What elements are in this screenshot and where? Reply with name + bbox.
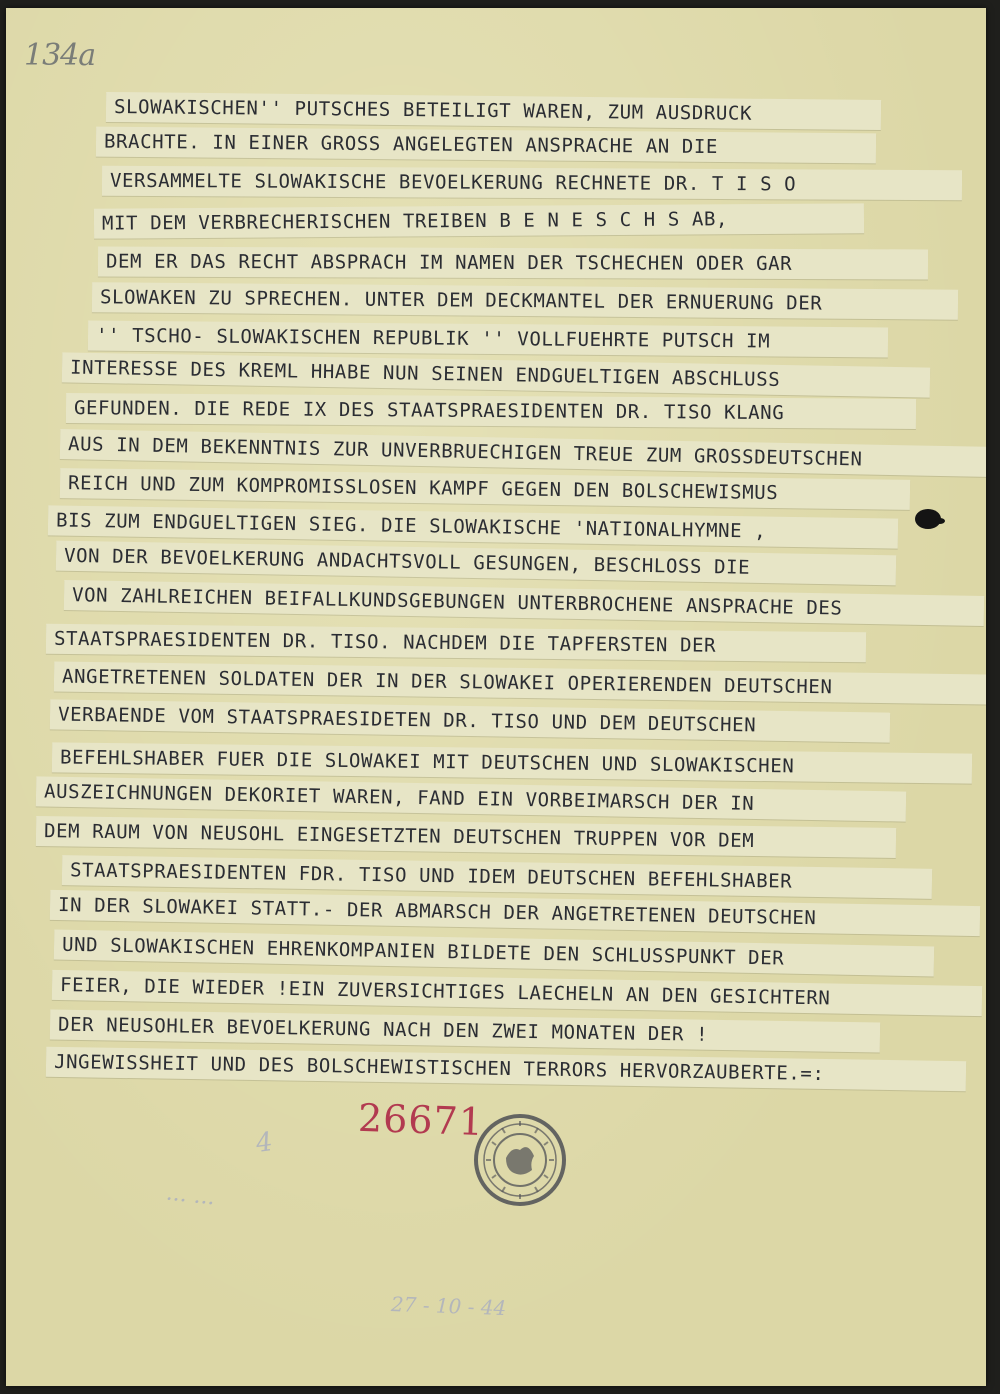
text-line: ANGETRETENEN SOLDATEN DER IN DER SLOWAKEI OPERIERENDEN DEUTSCHEN <box>54 661 986 704</box>
text-line: SLOWAKISCHEN'' PUTSCHES BETEILIGT WAREN, ZUM AUSDRUCK <box>106 92 881 130</box>
text-line: VON ZAHLREICHEN BEIFALLKUNDSGEBUNGEN UNTERBROCHENE ANSPRACHE DES <box>64 580 984 626</box>
text-line: VERBAENDE VOM STAATSPRAESIDETEN DR. TISO UND DEM DEUTSCHEN <box>50 699 890 742</box>
text-line: MIT DEM VERBRECHERISCHEN TREIBEN B E N E S C H S AB, <box>94 203 864 238</box>
folio-number: 134a <box>24 38 96 73</box>
text-line: JNGEWISSHEIT UND DES BOLSCHEWISTISCHEN TERRORS HERVORZAUBERTE.=: <box>46 1047 966 1091</box>
circular-seal <box>472 1112 568 1208</box>
text-line: VON DER BEVOELKERUNG ANDACHTSVOLL GESUNGEN, BESCHLOSS DIE <box>56 541 896 586</box>
text-line: DEM RAUM VON NEUSOHL EINGESETZTEN DEUTSCHEN TRUPPEN VOR DEM <box>36 816 896 858</box>
pencil-note: ... ... <box>164 1180 217 1211</box>
text-line: VERSAMMELTE SLOWAKISCHE BEVOELKERUNG RECHNETE DR. T I S O <box>102 166 962 201</box>
text-line: GEFUNDEN. DIE REDE IX DES STAATSPRAESIDENTEN DR. TISO KLANG <box>66 393 916 429</box>
text-line: FEIER, DIE WIEDER !EIN ZUVERSICHTIGES LAECHELN AN DEN GESICHTERN <box>52 970 982 1016</box>
text-line: AUS IN DEM BEKENNTNIS ZUR UNVERBRUECHIGEN TREUE ZUM GROSSDEUTSCHEN <box>60 429 986 477</box>
text-line: UND SLOWAKISCHEN EHRENKOMPANIEN BILDETE DEN SCHLUSSPUNKT DER <box>54 930 934 977</box>
pencil-note: 4 <box>253 1126 275 1160</box>
teleprinter-text <box>6 8 986 1108</box>
text-line: REICH UND ZUM KOMPROMISSLOSEN KAMPF GEGEN DEN BOLSCHEWISMUS <box>60 468 910 510</box>
text-line: '' TSCHO- SLOWAKISCHEN REPUBLIK '' VOLLFUEHRTE PUTSCH IM <box>88 321 888 358</box>
text-line: AUSZEICHNUNGEN DEKORIET WAREN, FAND EIN VORBEIMARSCH DER IN <box>36 776 906 821</box>
text-line: DEM ER DAS RECHT ABSPRACH IM NAMEN DER TSCHECHEN ODER GAR <box>98 247 928 280</box>
text-line: BIS ZUM ENDGUELTIGEN SIEG. DIE SLOWAKISCHE 'NATIONALHYMNE , <box>48 505 898 548</box>
text-line: STAATSPRAESIDENTEN FDR. TISO UND IDEM DEUTSCHEN BEFEHLSHABER <box>62 855 932 899</box>
text-line: STAATSPRAESIDENTEN DR. TISO. NACHDEM DIE TAPFERSTEN DER <box>46 624 866 663</box>
telegram-sheet <box>6 8 986 1386</box>
text-line: IN DER SLOWAKEI STATT.- DER ABMARSCH DER ANGETRETENEN DEUTSCHEN <box>50 890 980 936</box>
text-line: INTERESSE DES KREML HHABE NUN SEINEN ENDGUELTIGEN ABSCHLUSS <box>62 352 930 397</box>
text-line: BRACHTE. IN EINER GROSS ANGELEGTEN ANSPRACHE AN DIE <box>96 127 876 164</box>
text-line: SLOWAKEN ZU SPRECHEN. UNTER DEM DECKMANTEL DER ERNUERUNG DER <box>92 282 958 320</box>
pencil-note: 27 - 10 - 44 <box>390 1291 507 1321</box>
red-stamp-number: 26671 <box>357 1095 485 1145</box>
ink-blot <box>912 506 946 532</box>
text-line: DER NEUSOHLER BEVOELKERUNG NACH DEN ZWEI MONATEN DER ! <box>50 1009 880 1052</box>
text-line: BEFEHLSHABER FUER DIE SLOWAKEI MIT DEUTSCHEN UND SLOWAKISCHEN <box>52 742 972 783</box>
